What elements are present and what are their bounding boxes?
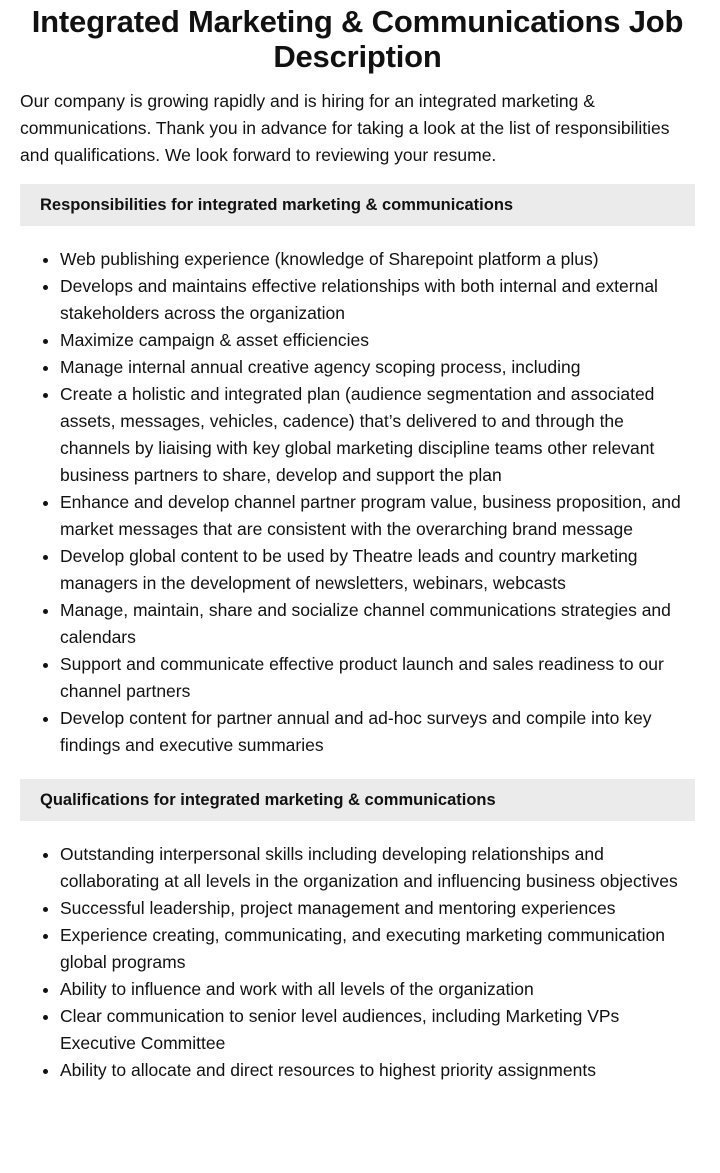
- qualifications-list: [20, 841, 695, 1084]
- page-title: Integrated Marketing & Communications Job Description: [31, 4, 684, 74]
- list-item: • Experience creating, communicating, and executing marketing communication global programs: [60, 922, 695, 976]
- list-item: • Develop global content to be used by Theatre leads and country marketing managers in the development of newsletters, webinars, webcasts: [60, 543, 695, 597]
- list-item: • Outstanding interpersonal skills including developing relationships and collaborating at all levels in the organization and influencing business objectives: [60, 841, 695, 895]
- list-item: • Successful leadership, project management and mentoring experiences: [60, 895, 695, 922]
- qualifications-heading: Qualifications for integrated marketing & communications: [20, 779, 695, 821]
- list-item: • Support and communicate effective product launch and sales readiness to our channel partners: [60, 651, 695, 705]
- list-item: • Maximize campaign & asset efficiencies: [60, 327, 695, 354]
- intro-paragraph: Our company is growing rapidly and is hiring for an integrated marketing & communications. Thank you in advance for taking a look at the list of responsibilities and qualifications. We look forward to reviewing your resume.: [20, 91, 670, 165]
- responsibilities-heading: Responsibilities for integrated marketing & communications: [20, 184, 695, 226]
- list-item: • Ability to influence and work with all levels of the organization: [60, 976, 695, 1003]
- responsibilities-list: [20, 246, 695, 759]
- list-item: • Enhance and develop channel partner program value, business proposition, and market messages that are consistent with the overarching brand message: [60, 489, 695, 543]
- list-item: • Manage internal annual creative agency scoping process, including: [60, 354, 695, 381]
- list-item: • Develops and maintains effective relationships with both internal and external stakeholders across the organization: [60, 273, 695, 327]
- list-item: • Develop content for partner annual and ad-hoc surveys and compile into key findings and executive summaries: [60, 705, 695, 759]
- list-item: • Web publishing experience (knowledge of Sharepoint platform a plus): [60, 246, 695, 273]
- list-item: • Create a holistic and integrated plan (audience segmentation and associated assets, messages, vehicles, cadence) that’s delivered to and through the channels by liaising with key global marketing discipline teams other relevant business partners to share, develop and support the plan: [60, 381, 695, 489]
- list-item: • Manage, maintain, share and socialize channel communications strategies and calendars: [60, 597, 695, 651]
- list-item: • Clear communication to senior level audiences, including Marketing VPs Executive Committee: [60, 1003, 695, 1057]
- list-item: • Ability to allocate and direct resources to highest priority assignments: [60, 1057, 695, 1084]
